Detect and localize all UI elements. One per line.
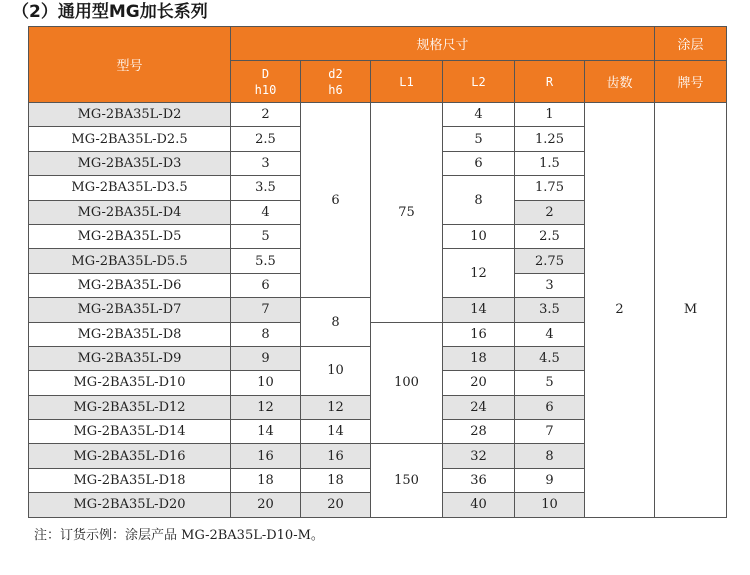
cell-d2-merged: 6 [301, 103, 371, 298]
cell-model: MG-2BA35L-D5.5 [29, 249, 231, 273]
cell-R: 8 [515, 444, 585, 468]
cell-model: MG-2BA35L-D3 [29, 151, 231, 175]
cell-R: 1.5 [515, 151, 585, 175]
cell-model: MG-2BA35L-D10 [29, 371, 231, 395]
cell-model: MG-2BA35L-D2.5 [29, 127, 231, 151]
section-title: （2）通用型MG加长系列 [12, 2, 208, 22]
cell-D: 5 [231, 224, 301, 248]
cell-model: MG-2BA35L-D7 [29, 298, 231, 322]
order-note: 注：订货示例：涂层产品 MG-2BA35L-D10-M。 [34, 528, 324, 543]
cell-model: MG-2BA35L-D6 [29, 273, 231, 297]
cell-D: 10 [231, 371, 301, 395]
cell-R: 6 [515, 395, 585, 419]
cell-model: MG-2BA35L-D12 [29, 395, 231, 419]
cell-D: 18 [231, 468, 301, 492]
cell-model: MG-2BA35L-D20 [29, 493, 231, 517]
cell-model: MG-2BA35L-D18 [29, 468, 231, 492]
cell-D: 8 [231, 322, 301, 346]
cell-D: 2 [231, 103, 301, 127]
cell-L2: 4 [443, 103, 515, 127]
cell-model: MG-2BA35L-D3.5 [29, 176, 231, 200]
cell-R: 2.75 [515, 249, 585, 273]
cell-R: 2.5 [515, 224, 585, 248]
cell-d2-merged: 10 [301, 346, 371, 395]
cell-R: 4 [515, 322, 585, 346]
header-col-L2: L2 [443, 61, 515, 103]
cell-d2-merged: 8 [301, 298, 371, 347]
cell-D: 12 [231, 395, 301, 419]
cell-D: 16 [231, 444, 301, 468]
cell-D: 4 [231, 200, 301, 224]
cell-D: 20 [231, 493, 301, 517]
cell-L1-merged: 100 [371, 322, 443, 444]
cell-R: 3 [515, 273, 585, 297]
cell-model: MG-2BA35L-D8 [29, 322, 231, 346]
cell-L2: 5 [443, 127, 515, 151]
header-coating-top: 涂层 [655, 27, 727, 61]
cell-d2: 12 [301, 395, 371, 419]
header-coating-bottom: 牌号 [655, 61, 727, 103]
cell-D: 6 [231, 273, 301, 297]
cell-R: 1 [515, 103, 585, 127]
cell-R: 2 [515, 200, 585, 224]
cell-R: 10 [515, 493, 585, 517]
cell-L2: 6 [443, 151, 515, 175]
cell-D: 7 [231, 298, 301, 322]
cell-L2: 24 [443, 395, 515, 419]
cell-R: 9 [515, 468, 585, 492]
header-col-teeth: 齿数 [585, 61, 655, 103]
cell-D: 14 [231, 420, 301, 444]
cell-R: 3.5 [515, 298, 585, 322]
cell-L2: 10 [443, 224, 515, 248]
cell-L2: 28 [443, 420, 515, 444]
cell-teeth-merged: 2 [585, 103, 655, 518]
header-col-d2: d2 h6 [301, 61, 371, 103]
cell-R: 7 [515, 420, 585, 444]
cell-model: MG-2BA35L-D14 [29, 420, 231, 444]
cell-L1-merged: 150 [371, 444, 443, 517]
header-col-R: R [515, 61, 585, 103]
header-col-L1: L1 [371, 61, 443, 103]
cell-d2: 18 [301, 468, 371, 492]
spec-table [28, 26, 727, 518]
cell-model: MG-2BA35L-D4 [29, 200, 231, 224]
cell-L1-merged: 75 [371, 103, 443, 323]
cell-coating-merged: M [655, 103, 727, 518]
cell-d2: 20 [301, 493, 371, 517]
cell-R: 1.25 [515, 127, 585, 151]
cell-L2: 16 [443, 322, 515, 346]
table-row [29, 103, 727, 127]
cell-model: MG-2BA35L-D5 [29, 224, 231, 248]
cell-R: 1.75 [515, 176, 585, 200]
cell-L2: 36 [443, 468, 515, 492]
cell-D: 9 [231, 346, 301, 370]
cell-L2: 40 [443, 493, 515, 517]
cell-D: 2.5 [231, 127, 301, 151]
cell-D: 5.5 [231, 249, 301, 273]
cell-L2-merged: 12 [443, 249, 515, 298]
cell-L2: 18 [443, 346, 515, 370]
cell-model: MG-2BA35L-D9 [29, 346, 231, 370]
header-row-1 [29, 27, 727, 61]
header-spec-group: 规格尺寸 [231, 27, 655, 61]
header-model: 型号 [29, 27, 231, 103]
cell-d2: 16 [301, 444, 371, 468]
cell-L2-merged: 8 [443, 176, 515, 225]
cell-L2: 32 [443, 444, 515, 468]
header-col-D: D h10 [231, 61, 301, 103]
cell-R: 4.5 [515, 346, 585, 370]
cell-D: 3.5 [231, 176, 301, 200]
cell-model: MG-2BA35L-D16 [29, 444, 231, 468]
cell-L2: 20 [443, 371, 515, 395]
cell-D: 3 [231, 151, 301, 175]
cell-d2: 14 [301, 420, 371, 444]
cell-R: 5 [515, 371, 585, 395]
cell-model: MG-2BA35L-D2 [29, 103, 231, 127]
cell-L2: 14 [443, 298, 515, 322]
